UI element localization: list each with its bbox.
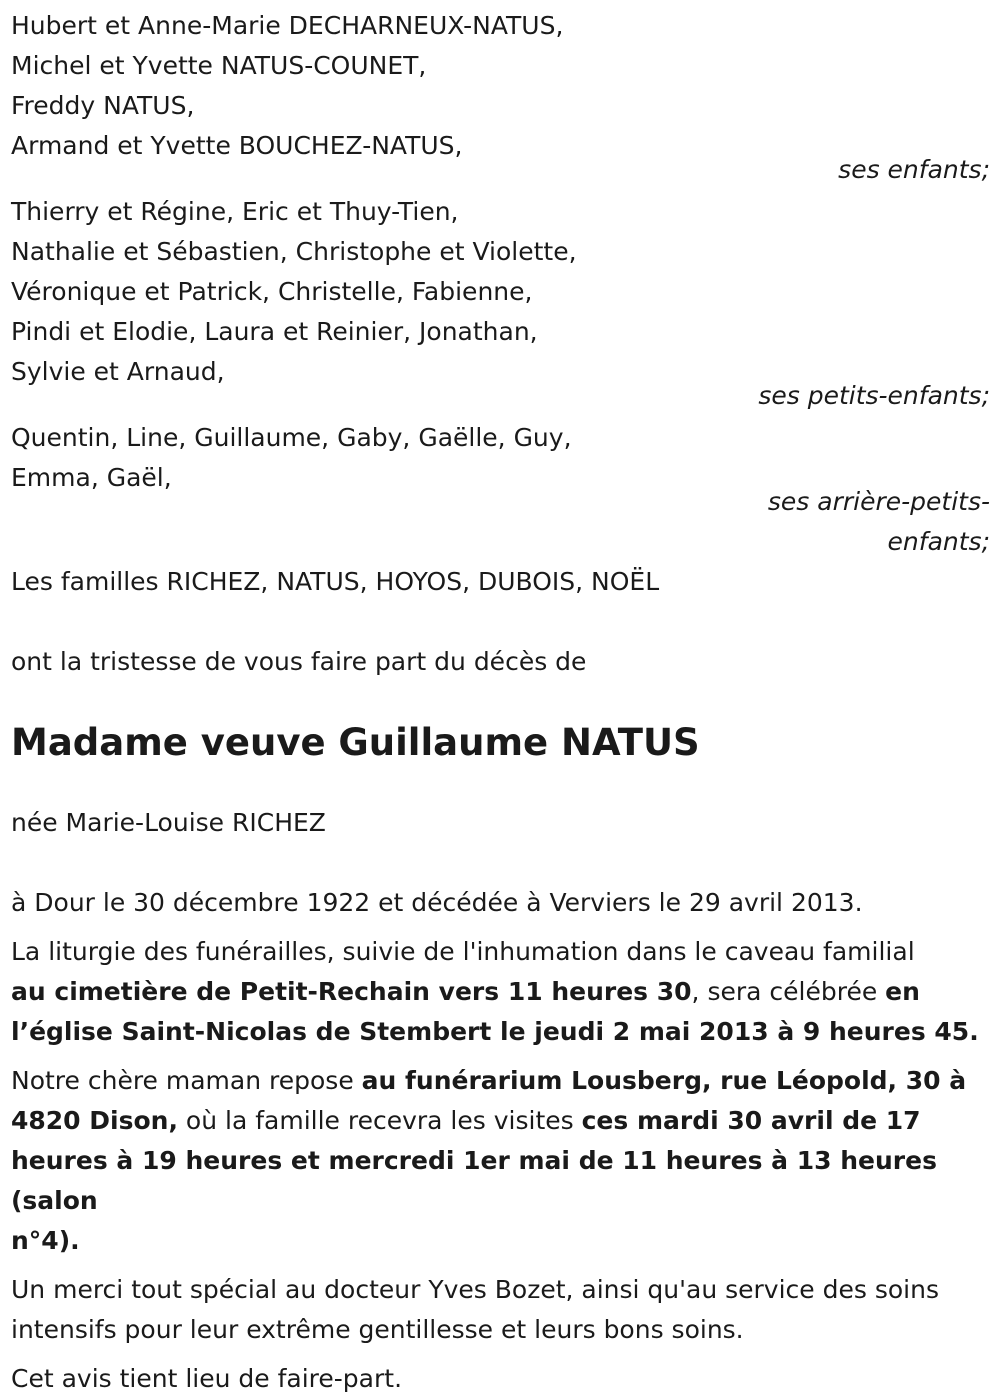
birth-name: née Marie-Louise RICHEZ xyxy=(11,808,326,837)
visitation-paragraph xyxy=(11,1061,990,1261)
grandchildren-line: Thierry et Régine, Eric et Thuy-Tien, xyxy=(11,197,459,226)
announcement-line: ont la tristesse de vous faire part du décès de xyxy=(11,647,587,676)
children-line: Armand et Yvette BOUCHEZ-NATUS, xyxy=(11,131,463,160)
visitation-middle: où la famille recevra les visites xyxy=(177,1106,582,1135)
church-info-start: en xyxy=(885,977,920,1006)
grandchildren-line: Nathalie et Sébastien, Christophe et Violette, xyxy=(11,237,577,266)
deceased-name: Madame veuve Guillaume NATUS xyxy=(11,721,700,764)
thanks-line: Un merci tout spécial au docteur Yves Bozet, ainsi qu'au service des soins xyxy=(11,1275,939,1304)
visiting-hours-start: ces mardi 30 avril de 17 xyxy=(581,1106,921,1135)
life-dates: à Dour le 30 décembre 1922 et décédée à Verviers le 29 avril 2013. xyxy=(11,888,863,917)
funeral-intro: La liturgie des funérailles, suivie de l'inhumation dans le caveau familial xyxy=(11,937,915,966)
visiting-hours-end: n°4). xyxy=(11,1226,80,1255)
funerarium-address: au funérarium Lousberg, rue Léopold, 30 à xyxy=(361,1066,967,1095)
visitation-intro: Notre chère maman repose xyxy=(11,1066,362,1095)
funeral-paragraph xyxy=(11,932,990,1052)
children-section xyxy=(11,6,990,190)
families-line: Les familles RICHEZ, NATUS, HOYOS, DUBOIS, NOËL xyxy=(11,567,660,596)
visiting-hours: heures à 19 heures et mercredi 1er mai de 11 heures à 13 heures (salon xyxy=(11,1146,937,1215)
great-grandchildren-role: enfants; xyxy=(887,527,990,556)
great-grandchildren-line: Quentin, Line, Guillaume, Gaby, Gaëlle, Guy, xyxy=(11,423,572,452)
church-info: l’église Saint-Nicolas de Stembert le jeudi 2 mai 2013 à 9 heures 45. xyxy=(11,1017,979,1046)
grandchildren-line: Sylvie et Arnaud, xyxy=(11,357,225,386)
children-line: Michel et Yvette NATUS-COUNET, xyxy=(11,51,427,80)
great-grandchildren-section xyxy=(11,418,990,562)
great-grandchildren-role: ses arrière-petits- xyxy=(767,487,990,516)
closing-line: Cet avis tient lieu de faire-part. xyxy=(11,1364,403,1393)
children-line: Hubert et Anne-Marie DECHARNEUX-NATUS, xyxy=(11,11,564,40)
funeral-middle: , sera célébrée xyxy=(691,977,886,1006)
grandchildren-line: Véronique et Patrick, Christelle, Fabienne, xyxy=(11,277,533,306)
children-role: ses enfants; xyxy=(838,155,990,184)
children-line: Freddy NATUS, xyxy=(11,91,195,120)
funerarium-address-city: 4820 Dison, xyxy=(11,1106,178,1135)
great-grandchildren-line: Emma, Gaël, xyxy=(11,463,172,492)
thanks-line: intensifs pour leur extrême gentillesse et leurs bons soins. xyxy=(11,1315,744,1344)
thanks-paragraph xyxy=(11,1270,990,1350)
cemetery-info: au cimetière de Petit-Rechain vers 11 heures 30 xyxy=(11,977,692,1006)
grandchildren-line: Pindi et Elodie, Laura et Reinier, Jonathan, xyxy=(11,317,538,346)
grandchildren-role: ses petits-enfants; xyxy=(758,381,990,410)
grandchildren-section xyxy=(11,192,990,416)
